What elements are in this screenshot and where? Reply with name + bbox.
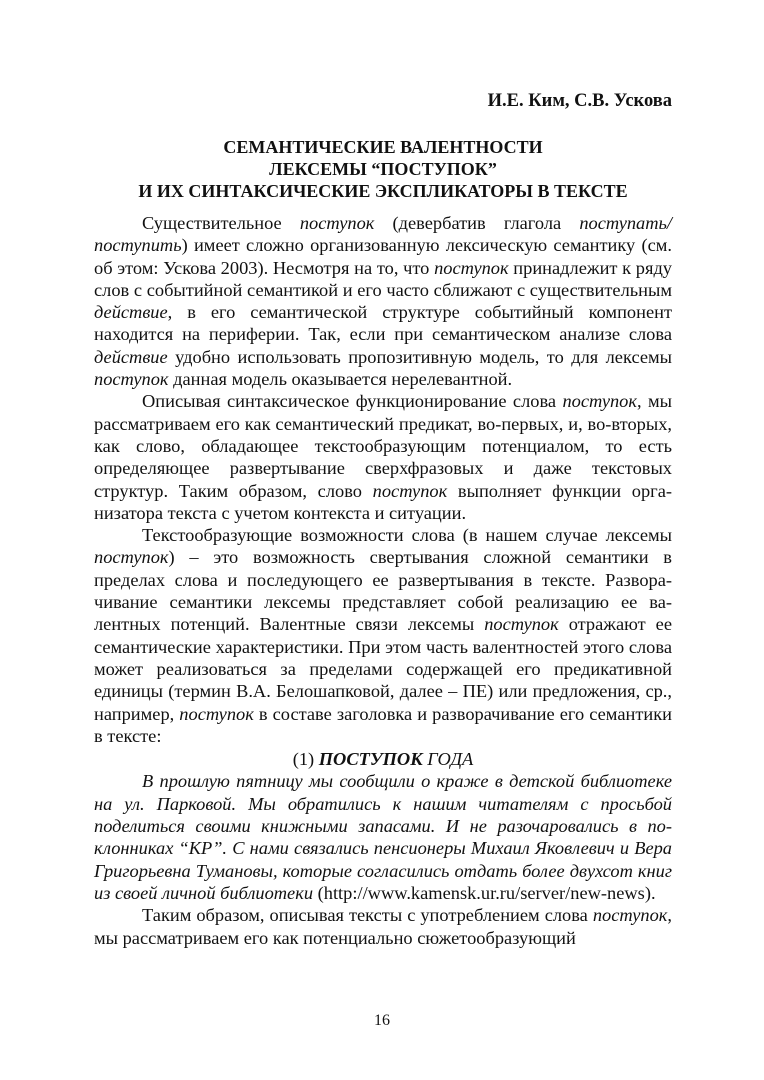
- paragraph-4: [94, 904, 672, 949]
- paragraph-1: [94, 212, 672, 390]
- example-heading: [94, 748, 672, 770]
- text-run: ) имеет сложно организованную лексическую семантику (см. об этом: Ускова 2003). Несмотря на то, что: [94, 235, 672, 278]
- page-number: 16: [374, 1012, 390, 1029]
- italic-term: поступок: [94, 547, 169, 568]
- text-run: Существительное: [142, 213, 300, 233]
- italic-term: поступок: [179, 703, 254, 724]
- example-body: В прошлую пятницу мы сообщили о краже в детской библиотеке на ул. Парковой. Мы обратились к нашим читателям с просьбой поделиться своими книжными запасами. И не разочаровались в поклонниках “КР”. С нами связались пенсионеры Михаил Яковлевич и Вера Григорьевна Тумановы, которые согласились отдать более двухсот книг из своей личной библиотеки: [94, 771, 672, 903]
- italic-term: действие: [94, 302, 168, 323]
- text-run: удобно использовать пропозитивную модель, то для лексемы: [167, 346, 672, 367]
- italic-term: действие: [94, 346, 168, 367]
- italic-term: поступок: [484, 614, 559, 635]
- example-text: [94, 770, 672, 904]
- italic-term: поступок: [434, 257, 509, 278]
- example-heading-keyword: ПОСТУПОК: [318, 749, 423, 770]
- text-run: , мы рассматриваем его как потенциально сюжетообразующий: [94, 905, 672, 948]
- text-run: ) – это возможность свертывания сложной семантики в пределах слова и последующего ее развертывания в тексте. Разворачивание семантики лексемы представляет собой реализацию ее валентных потенций. Валентные связи лексемы: [94, 547, 672, 635]
- italic-term: поступок: [562, 391, 637, 412]
- title-line-1: СЕМАНТИЧЕСКИЕ ВАЛЕНТНОСТИ: [223, 137, 543, 157]
- text-run: Таким образом, описывая тексты с употреблением слова: [142, 905, 593, 926]
- text-run: принадлежит к ряду слов с событийной семантикой и его часто сближают с существительным: [94, 257, 672, 300]
- example-heading-rest: ГОДА: [422, 749, 474, 770]
- example-number: (1): [292, 749, 319, 770]
- text-run: отражают ее семантические характеристики. При этом часть валентностей этого слова может реализоваться за пределами содержащей его предикативной единицы (термин В.А. Белошапковой, далее – ПЕ) или предложения, ср., например,: [94, 614, 672, 724]
- text-run: в составе заголовка и разворачивание его семантики в тексте:: [94, 703, 672, 746]
- italic-term: поступок: [299, 213, 375, 233]
- text-run: (девербатив глагола: [374, 213, 580, 233]
- italic-term: поступок: [94, 369, 169, 390]
- text-run: , в его семантической структуре событийный компонент находится на периферии. Так, если при семантическом анализе слова: [94, 302, 672, 345]
- title-line-3: И ИХ СИНТАКСИЧЕСКИЕ ЭКСПЛИКАТОРЫ В ТЕКСТЕ: [138, 181, 628, 201]
- title-line-2: ЛЕКСЕМЫ “ПОСТУПОК”: [269, 159, 497, 179]
- text-run: Описывая синтаксическое функционирование слова: [142, 391, 563, 412]
- text-run: данная модель оказывается нерелевантной.: [168, 369, 513, 390]
- italic-term: поступок: [592, 905, 668, 926]
- italic-term: поступок: [372, 480, 448, 501]
- text-run: выполняет функции организатора текста с учетом контекста и ситуации.: [94, 480, 672, 523]
- authors: И.Е. Ким, С.В. Ускова: [487, 91, 672, 111]
- italic-term: поступать/поступить: [94, 213, 673, 256]
- page-content: [94, 88, 672, 949]
- paragraph-3: [94, 524, 672, 747]
- article-title: [94, 136, 672, 202]
- example-source-link: (http://www.kamensk.ur.ru/server/new-news).: [317, 882, 656, 903]
- text-run: Текстообразующие возможности слова (в нашем случае лексемы: [142, 525, 672, 546]
- text-run: , мы рассматриваем его как семантический предикат, во-первых, и, во-вторых, как слово, обладающее текстообразующим потенциалом, то есть определяющее развертывание сверхфразовых и даже текстовых структур. Таким образом, слово: [94, 391, 672, 501]
- paragraph-2: [94, 390, 672, 524]
